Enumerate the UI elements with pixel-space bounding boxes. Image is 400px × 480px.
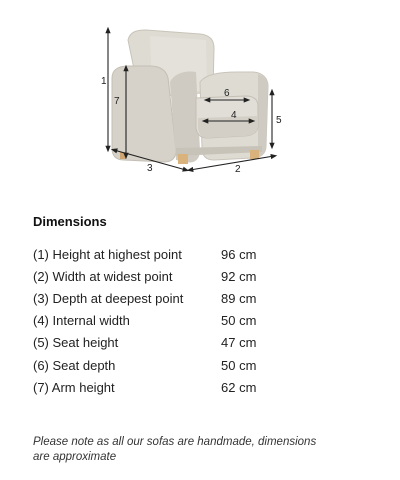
chair-leg [250,150,259,159]
dimension-label: (2) Width at widest point [33,268,173,284]
armchair-diagram-svg [0,0,400,205]
dimension-label: (6) Seat depth [33,357,116,373]
dimension-row-internal-width [33,310,333,332]
dimension-row-height [33,243,333,265]
dimensions-heading: Dimensions [33,214,107,229]
label-depth: 3 [147,163,153,174]
label-seat-height: 5 [276,115,282,126]
dimension-value: 96 cm [221,246,257,262]
dimension-value: 50 cm [221,313,257,329]
chair-leg [178,154,188,164]
dimension-label: (1) Height at highest point [33,246,182,262]
dimension-value: 89 cm [221,290,257,306]
armchair-illustration [112,30,268,164]
dimension-label: (5) Seat height [33,335,119,351]
dimension-row-seat-height [33,332,333,354]
armchair-dimension-diagram [0,0,400,205]
dimension-value: 62 cm [221,379,257,395]
dimension-value: 92 cm [221,268,257,284]
dimension-row-width [33,265,333,287]
label-seat-depth: 6 [224,88,230,99]
dimension-row-seat-depth [33,354,333,376]
dimension-label: (3) Depth at deepest point [33,290,184,306]
dimension-value: 47 cm [221,335,257,351]
label-internal-width: 4 [231,110,237,121]
label-height-highest: 1 [101,76,107,87]
dimension-row-arm-height [33,376,333,398]
label-arm-height: 7 [114,96,120,107]
label-width: 2 [235,164,241,175]
dimension-label: (4) Internal width [33,313,130,329]
dimension-value: 50 cm [221,357,257,373]
handmade-disclaimer-note: Please note as all our sofas are handmade, dimensions are approximate [33,436,317,463]
dimensions-list [33,243,333,398]
dimension-label: (7) Arm height [33,379,115,395]
dimension-row-depth [33,287,333,309]
